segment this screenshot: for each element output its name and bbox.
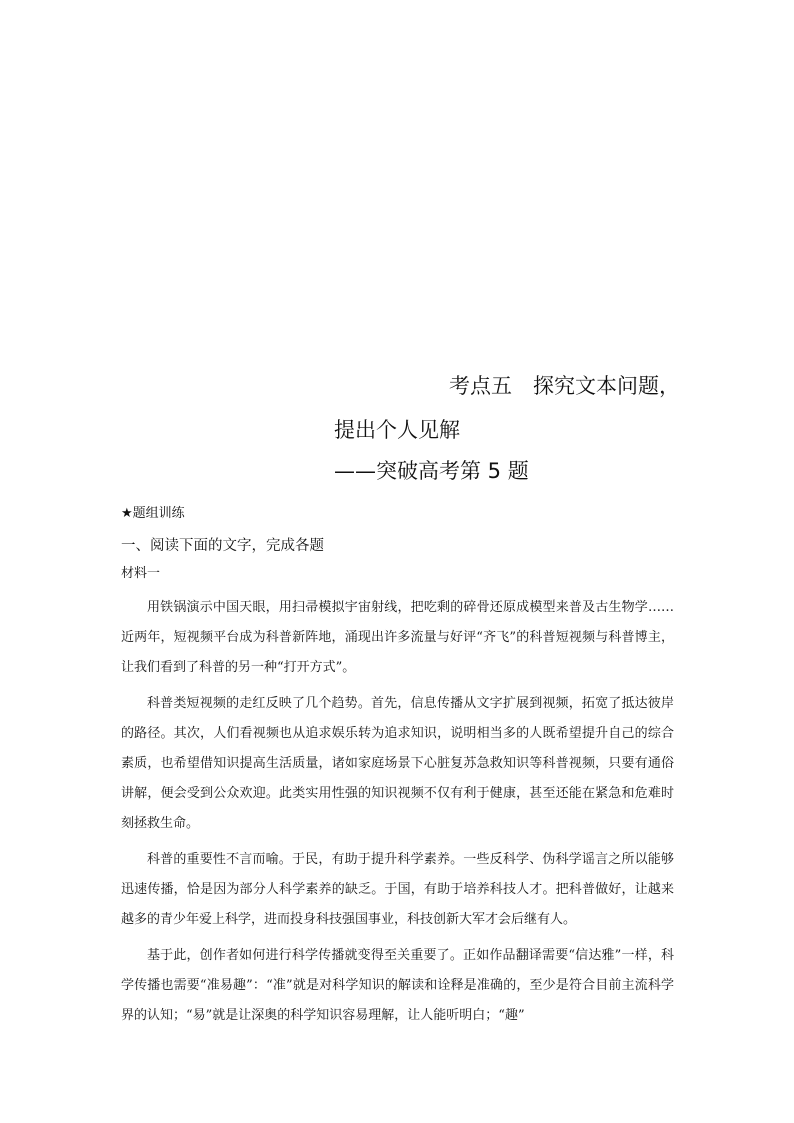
section-tag: ★题组训练	[121, 506, 185, 521]
article-body	[121, 593, 674, 1031]
page-title-line-1: 考点五 探究文本问题，	[449, 374, 680, 398]
section-heading: 一、阅读下面的文字，完成各题	[121, 538, 324, 554]
paragraph-4: 基于此，创作者如何进行科学传播就变得至关重要了。正如作品翻译需要“信达雅”一样，科学传播也需要“准易趣”：“准”就是对科学知识的解读和诠释是准确的，至少是符合目前主流科学界的认知；“易”就是让深奥的科学知识容易理解，让人能听明白；“趣”	[121, 948, 674, 1023]
page-subtitle: ——突破高考第 5 题	[334, 459, 529, 483]
paragraph-3: 科普的重要性不言而喻。于民，有助于提升科学素养。一些反科学、伪科学谣言之所以能够迅速传播，恰是因为部分人科学素养的缺乏。于国，有助于培养科技人才。把科普做好，让越来越多的青少年爱上科学，进而投身科技强国事业，科技创新大军才会后继有人。	[121, 852, 674, 927]
material-label: 材料一	[121, 566, 161, 581]
paragraph-2: 科普类短视频的走红反映了几个趋势。首先，信息传播从文字扩展到视频，拓宽了抵达彼岸的路径。其次，人们看视频也从追求娱乐转为追求知识，说明相当多的人既希望提升自己的综合素质，也希望借知识提高生活质量，诸如家庭场景下心脏复苏急救知识等科普视频，只要有通俗讲解，便会受到公众欢迎。此类实用性强的知识视频不仅有利于健康，甚至还能在紧急和危难时刻拯救生命。	[121, 696, 674, 831]
paragraph-1: 用铁锅演示中国天眼，用扫帚模拟宇宙射线，把吃剩的碎骨还原成模型来普及古生物学……近两年，短视频平台成为科普新阵地，涌现出许多流量与好评“齐飞”的科普短视频与科普博主，让我们看到了科普的另一种“打开方式”。	[121, 600, 674, 675]
page-title-line-2: 提出个人见解	[334, 418, 460, 442]
